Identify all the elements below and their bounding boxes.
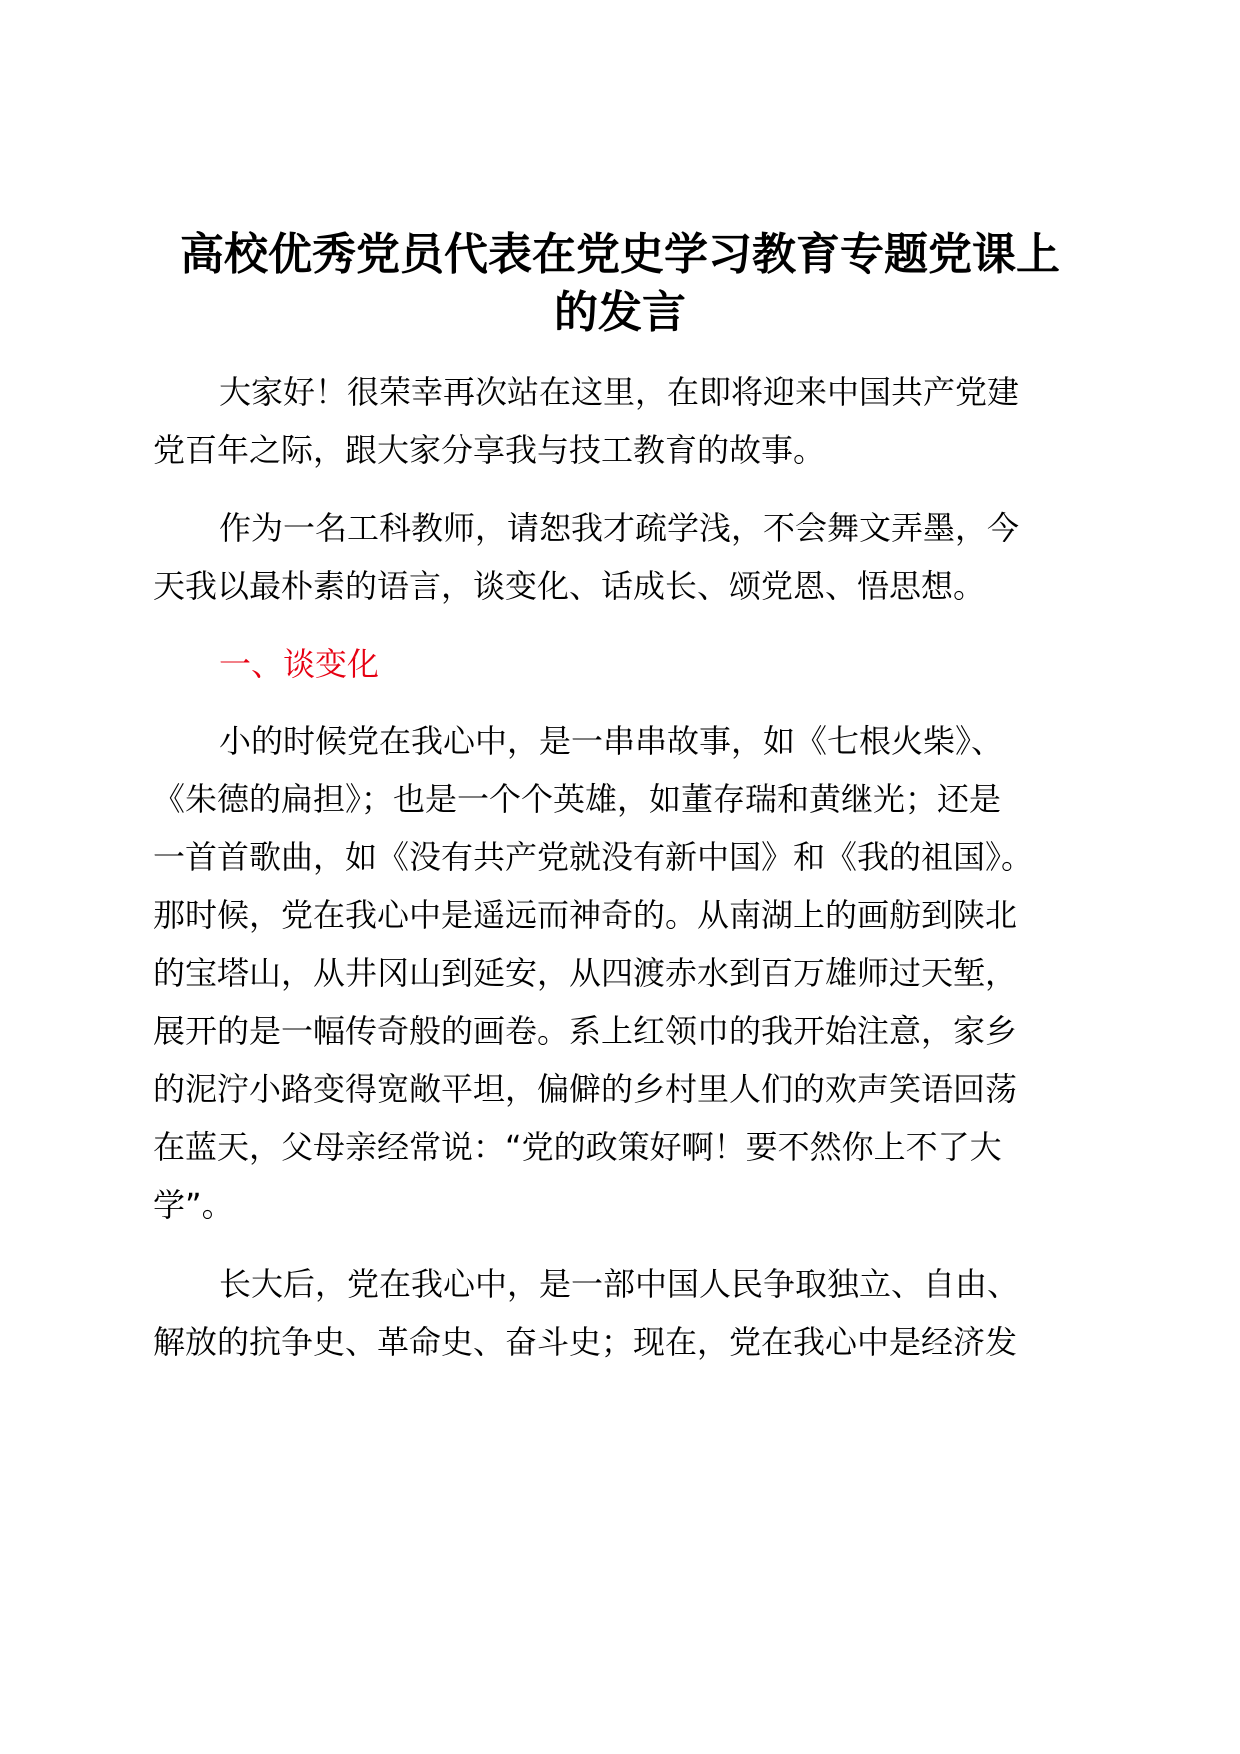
paragraph-2-line-1: 作为一名工科教师，请恕我才疏学浅，不会舞文弄墨，今: [219, 509, 1020, 547]
paragraph-3-line-2: 《朱德的扁担》；也是一个个英雄，如董存瑞和黄继光；还是: [153, 780, 1002, 818]
section-heading: 一、谈变化: [219, 645, 380, 683]
paragraph-3-line-6: 展开的是一幅传奇般的画卷。系上红领巾的我开始注意，家乡: [153, 1012, 1018, 1050]
paragraph-3-line-3: 一首首歌曲，如《没有共产党就没有新中国》和《我的祖国》。: [153, 838, 1034, 876]
paragraph-3-line-7: 的泥泞小路变得宽敞平坦，偏僻的乡村里人们的欢声笑语回荡: [153, 1070, 1018, 1108]
paragraph-1-line-2: 党百年之际，跟大家分享我与技工教育的故事。: [153, 431, 826, 469]
paragraph-3-line-1: 小的时候党在我心中，是一串串故事，如《七根火柴》、: [219, 722, 1004, 760]
paragraph-3-line-4: 那时候，党在我心中是遥远而神奇的。从南湖上的画舫到陕北: [153, 896, 1018, 934]
document-title-line-2: 的发言: [554, 287, 686, 338]
document-title-line-1: 高校优秀党员代表在党史学习教育专题党课上: [180, 229, 1060, 280]
paragraph-4-line-2: 解放的抗争史、革命史、奋斗史；现在，党在我心中是经济发: [153, 1323, 1018, 1361]
paragraph-1-line-1: 大家好！很荣幸再次站在这里，在即将迎来中国共产党建: [219, 373, 1020, 411]
paragraph-3-line-5: 的宝塔山，从井冈山到延安，从四渡赤水到百万雄师过天堑，: [153, 954, 1018, 992]
paragraph-2-line-2: 天我以最朴素的语言，谈变化、话成长、颂党恩、悟思想。: [153, 567, 986, 605]
paragraph-3-line-9: 学”。: [153, 1186, 234, 1224]
paragraph-3-line-8: 在蓝天，父母亲经常说：“党的政策好啊！要不然你上不了大: [153, 1128, 1002, 1166]
paragraph-4-line-1: 长大后，党在我心中，是一部中国人民争取独立、自由、: [219, 1265, 1020, 1303]
